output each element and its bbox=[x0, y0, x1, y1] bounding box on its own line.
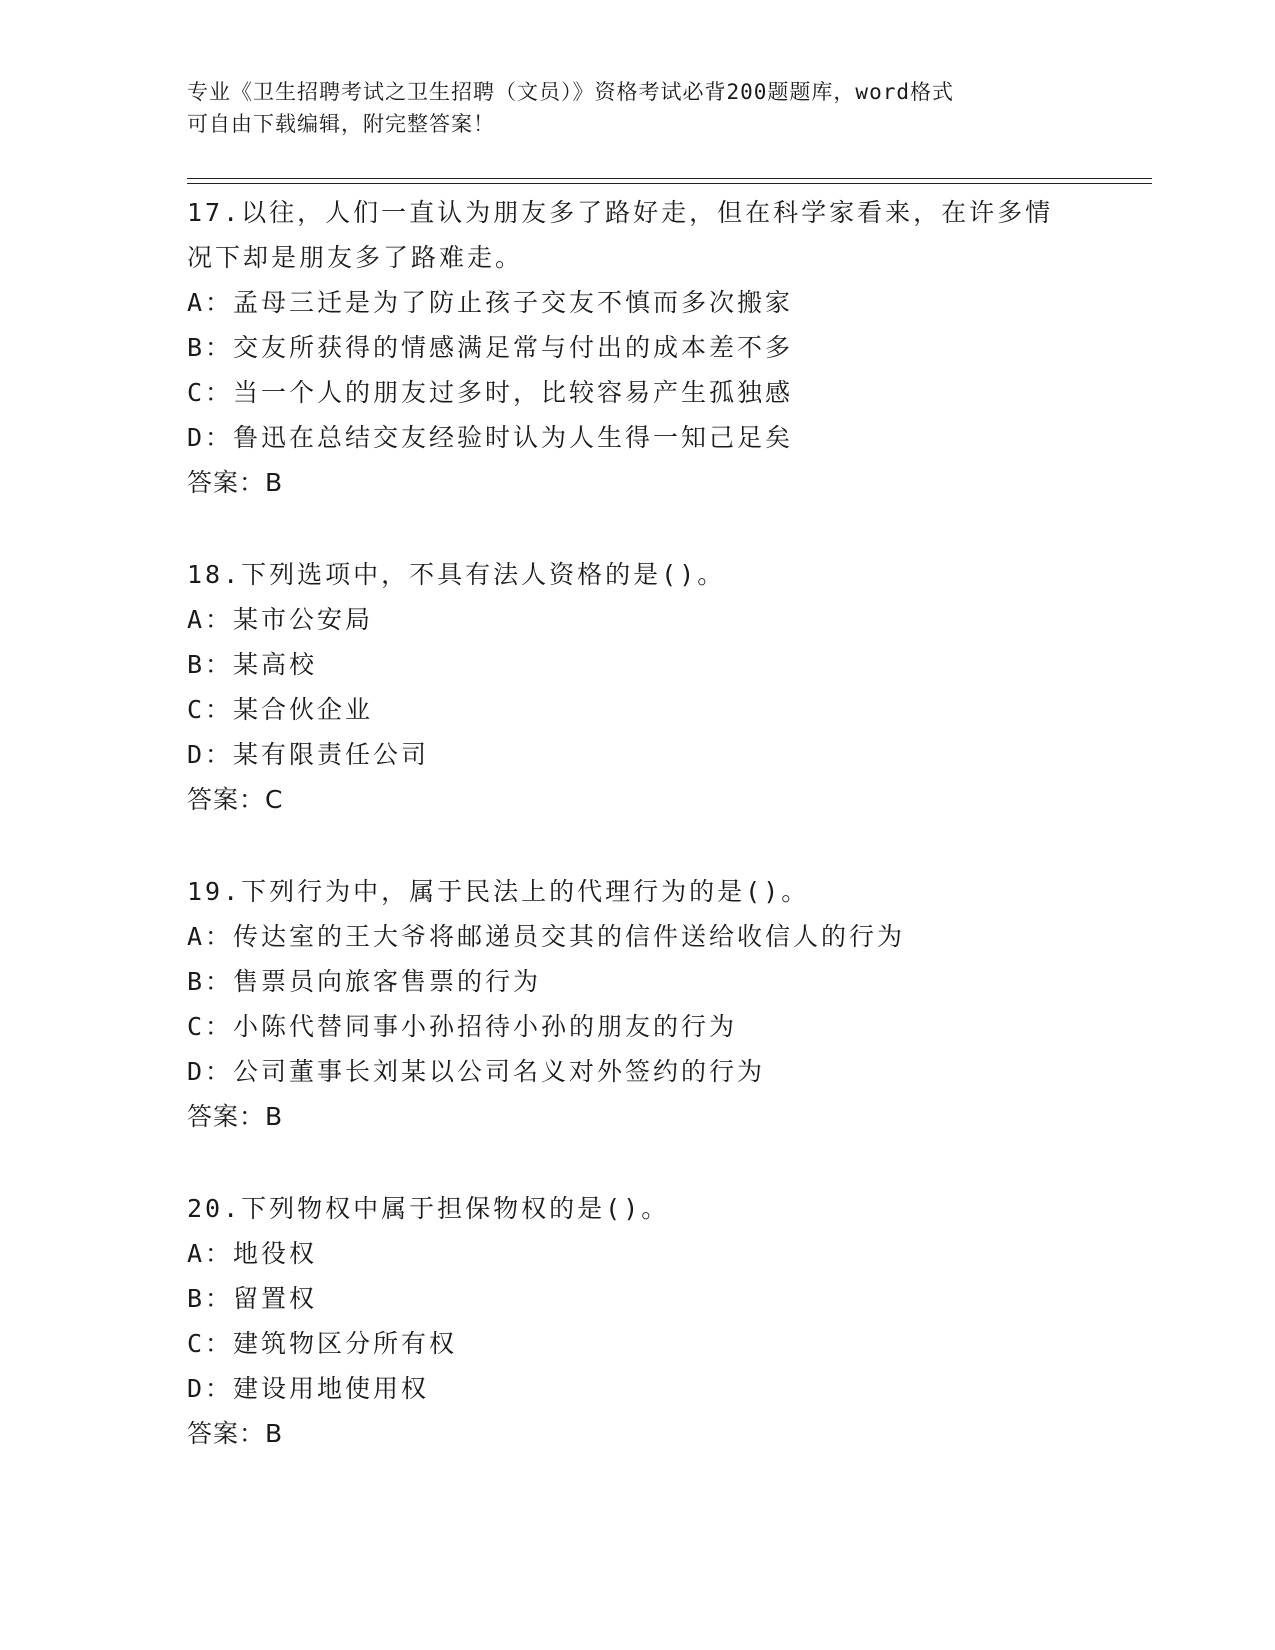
question-list bbox=[187, 190, 1147, 1456]
option-b: B：某高校 bbox=[187, 650, 318, 679]
header-line-2: 可自由下载编辑，附完整答案！ bbox=[187, 112, 495, 136]
option-c: C：小陈代替同事小孙招待小孙的朋友的行为 bbox=[187, 1012, 738, 1041]
option-a: A：某市公安局 bbox=[187, 605, 374, 634]
option-a: A：地役权 bbox=[187, 1239, 318, 1268]
header-divider-bottom bbox=[187, 183, 1152, 184]
option-a: A：传达室的王大爷将邮递员交其的信件送给收信人的行为 bbox=[187, 922, 906, 951]
option-b: B：交友所获得的情感满足常与付出的成本差不多 bbox=[187, 333, 794, 362]
question-stem: 19.下列行为中，属于民法上的代理行为的是()。 bbox=[187, 877, 810, 906]
option-c: C：当一个人的朋友过多时，比较容易产生孤独感 bbox=[187, 378, 794, 407]
answer-line: 答案：B bbox=[187, 1102, 284, 1131]
option-b: B：留置权 bbox=[187, 1284, 318, 1313]
option-d: D：鲁迅在总结交友经验时认为人生得一知己足矣 bbox=[187, 423, 794, 452]
question-stem: 17.以往，人们一直认为朋友多了路好走，但在科学家看来，在许多情 bbox=[187, 198, 1054, 227]
answer-line: 答案：B bbox=[187, 468, 284, 497]
question-stem-continued: 况下却是朋友多了路难走。 bbox=[187, 243, 524, 272]
option-d: D：建设用地使用权 bbox=[187, 1374, 430, 1403]
question-spacer bbox=[187, 1139, 1147, 1186]
option-d: D：公司董事长刘某以公司名义对外签约的行为 bbox=[187, 1057, 766, 1086]
option-c: C：建筑物区分所有权 bbox=[187, 1329, 458, 1358]
question-spacer bbox=[187, 822, 1147, 869]
question-stem: 18.下列选项中，不具有法人资格的是()。 bbox=[187, 560, 726, 589]
question-17 bbox=[187, 190, 1147, 505]
option-b: B：售票员向旅客售票的行为 bbox=[187, 967, 542, 996]
question-19 bbox=[187, 869, 1147, 1139]
answer-line: 答案：B bbox=[187, 1419, 284, 1448]
header-divider-top bbox=[187, 178, 1152, 179]
header-line-1: 专业《卫生招聘考试之卫生招聘（文员）》资格考试必背200题题库，word格式 bbox=[187, 80, 954, 104]
question-spacer bbox=[187, 505, 1147, 552]
option-d: D：某有限责任公司 bbox=[187, 740, 430, 769]
question-stem: 20.下列物权中属于担保物权的是()。 bbox=[187, 1194, 670, 1223]
question-18 bbox=[187, 552, 1147, 822]
answer-line: 答案：C bbox=[187, 785, 284, 814]
option-c: C：某合伙企业 bbox=[187, 695, 374, 724]
question-20 bbox=[187, 1186, 1147, 1456]
option-a: A：孟母三迁是为了防止孩子交友不慎而多次搬家 bbox=[187, 288, 794, 317]
document-header bbox=[187, 76, 1087, 140]
